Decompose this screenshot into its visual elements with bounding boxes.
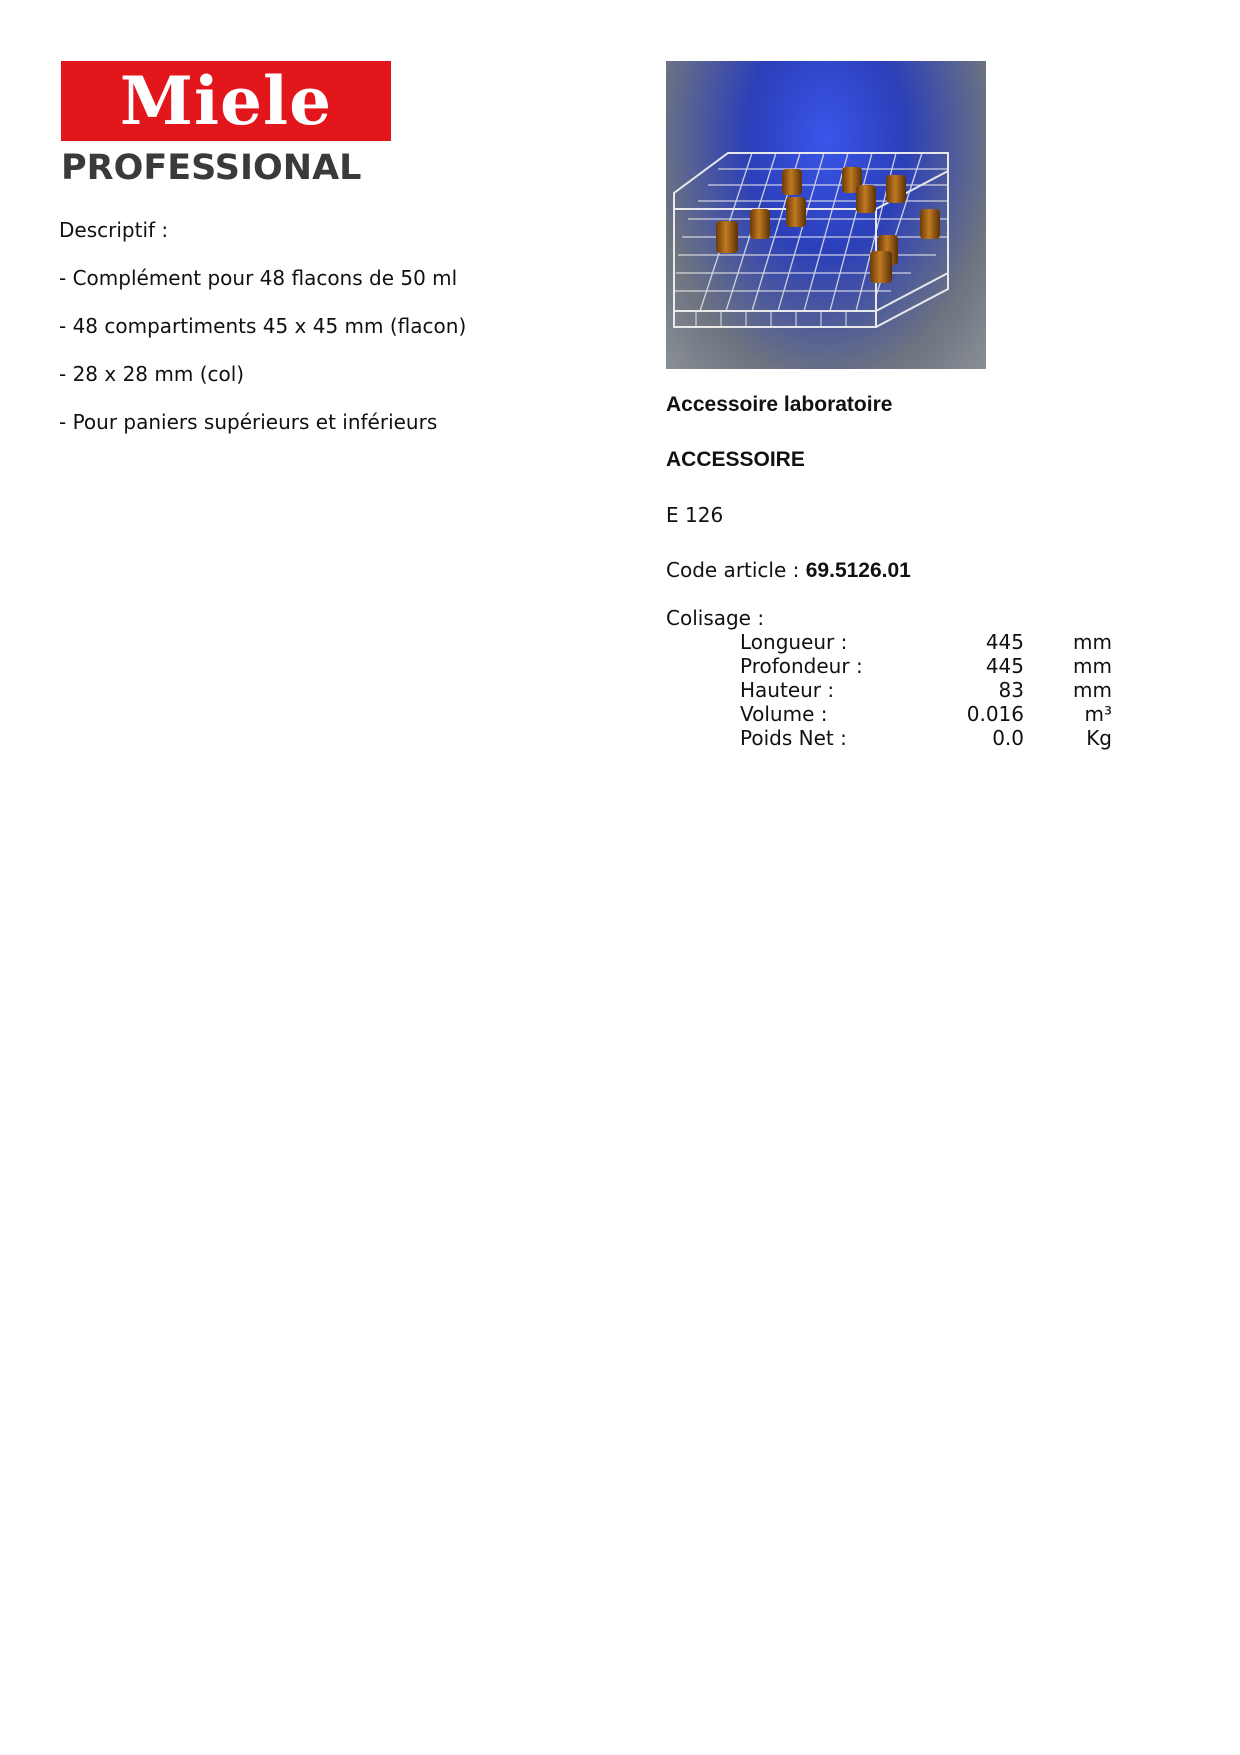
spec-label: Profondeur : xyxy=(740,654,863,678)
spec-value: 83 xyxy=(998,678,1024,702)
brand-logo-name: Miele xyxy=(61,61,391,141)
description-item: - 48 compartiments 45 x 45 mm (flacon) xyxy=(59,314,467,338)
colisage-label: Colisage : xyxy=(666,606,765,630)
description-item: - Pour paniers supérieurs et inférieurs xyxy=(59,410,438,434)
product-code xyxy=(666,557,1226,606)
spec-unit: mm xyxy=(1073,654,1112,678)
colisage-row-poids-net xyxy=(666,726,1226,750)
spec-value: 445 xyxy=(985,654,1024,678)
product-image xyxy=(666,61,986,369)
spec-value: 0.0 xyxy=(992,726,1024,750)
spec-label: Longueur : xyxy=(740,630,848,654)
product-code-label: Code article : xyxy=(666,558,800,582)
spec-unit: Kg xyxy=(1086,726,1112,750)
description-item: - 28 x 28 mm (col) xyxy=(59,362,245,386)
spec-unit: mm xyxy=(1073,678,1112,702)
spec-value: 445 xyxy=(985,630,1024,654)
spec-unit: mm xyxy=(1073,630,1112,654)
spec-label: Hauteur : xyxy=(740,678,835,702)
spec-unit: m³ xyxy=(1084,702,1112,726)
colisage-row-profondeur xyxy=(666,654,1226,678)
product-model: E 126 xyxy=(666,503,724,527)
spec-label: Poids Net : xyxy=(740,726,847,750)
description-item: - Complément pour 48 flacons de 50 ml xyxy=(59,266,458,290)
product-category: ACCESSOIRE xyxy=(666,448,805,471)
brand-logo-subtitle: PROFESSIONAL xyxy=(61,148,362,188)
colisage-row-hauteur xyxy=(666,678,1226,702)
description-section xyxy=(59,218,619,458)
description-heading: Descriptif : xyxy=(59,218,169,242)
spec-value: 0.016 xyxy=(966,702,1024,726)
wire-rack-with-vials-photo xyxy=(666,61,986,369)
colisage-row-longueur xyxy=(666,630,1226,654)
product-info-section xyxy=(666,392,1226,750)
product-title: Accessoire laboratoire xyxy=(666,393,893,416)
brand-logo xyxy=(61,61,391,191)
product-code-value: 69.5126.01 xyxy=(805,559,911,582)
colisage-row-volume xyxy=(666,702,1226,726)
spec-label: Volume : xyxy=(740,702,828,726)
